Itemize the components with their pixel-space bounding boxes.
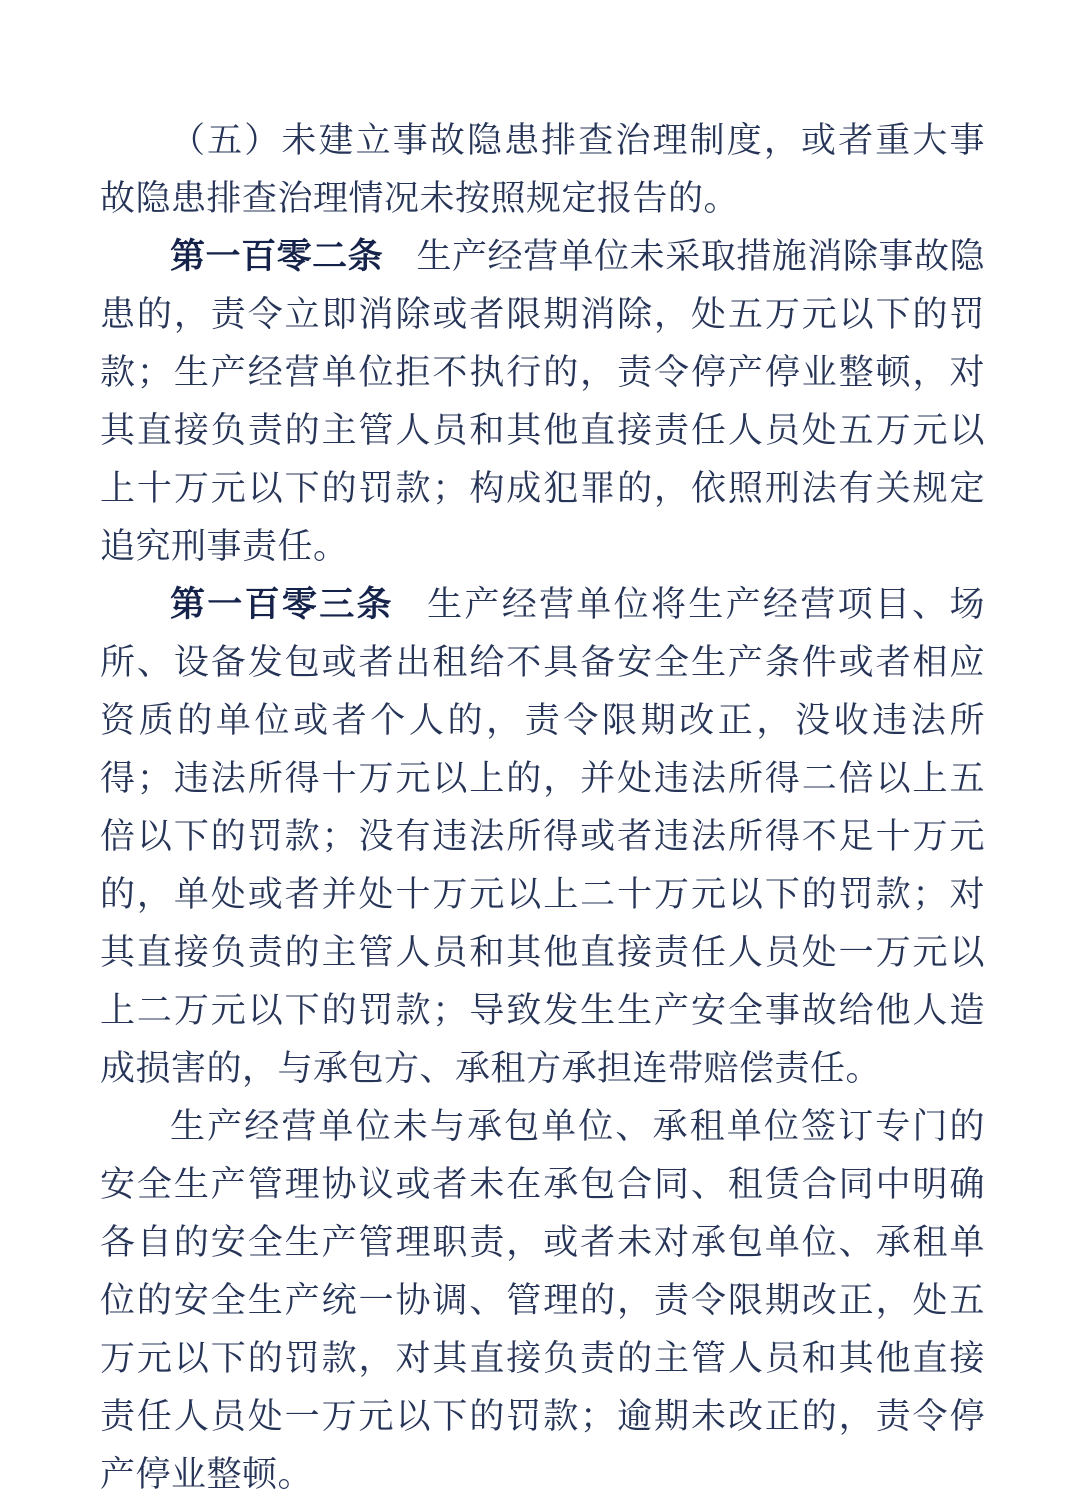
article-number: 第一百零二条 <box>170 237 384 276</box>
paragraph-article-103 <box>100 576 985 1098</box>
paragraph-text: 生产经营单位未与承包单位、承租单位签订专门的安全生产管理协议或者未在承包合同、租赁合同中明确各自的安全生产管理职责，或者未对承包单位、承租单位的安全生产统一协调、管理的，责令限期改正，处五万元以下的罚款，对其直接负责的主管人员和其他直接责任人员处一万元以下的罚款；逾期未改正的，责令停产停业整顿。 <box>100 1107 985 1494</box>
paragraph-article-102 <box>100 228 985 576</box>
article-number: 第一百零三条 <box>170 585 394 624</box>
paragraph-text: （五）未建立事故隐患排查治理制度，或者重大事故隐患排查治理情况未按照规定报告的。 <box>100 121 985 218</box>
paragraph-text: 生产经营单位将生产经营项目、场所、设备发包或者出租给不具备安全生产条件或者相应资质的单位或者个人的，责令限期改正，没收违法所得；违法所得十万元以上的，并处违法所得二倍以上五倍以下的罚款；没有违法所得或者违法所得不足十万元的，单处或者并处十万元以上二十万元以下的罚款；对其直接负责的主管人员和其他直接责任人员处一万元以上二万元以下的罚款；导致发生生产安全事故给他人造成损害的，与承包方、承租方承担连带赔偿责任。 <box>100 585 985 1088</box>
paragraph-text: 生产经营单位未采取措施消除事故隐患的，责令立即消除或者限期消除，处五万元以下的罚款；生产经营单位拒不执行的，责令停产停业整顿，对其直接负责的主管人员和其他直接责任人员处五万元以上十万元以下的罚款；构成犯罪的，依照刑法有关规定追究刑事责任。 <box>100 237 985 566</box>
paragraph-item-5-clause <box>100 112 985 228</box>
paragraph-article-103-second <box>100 1098 985 1504</box>
